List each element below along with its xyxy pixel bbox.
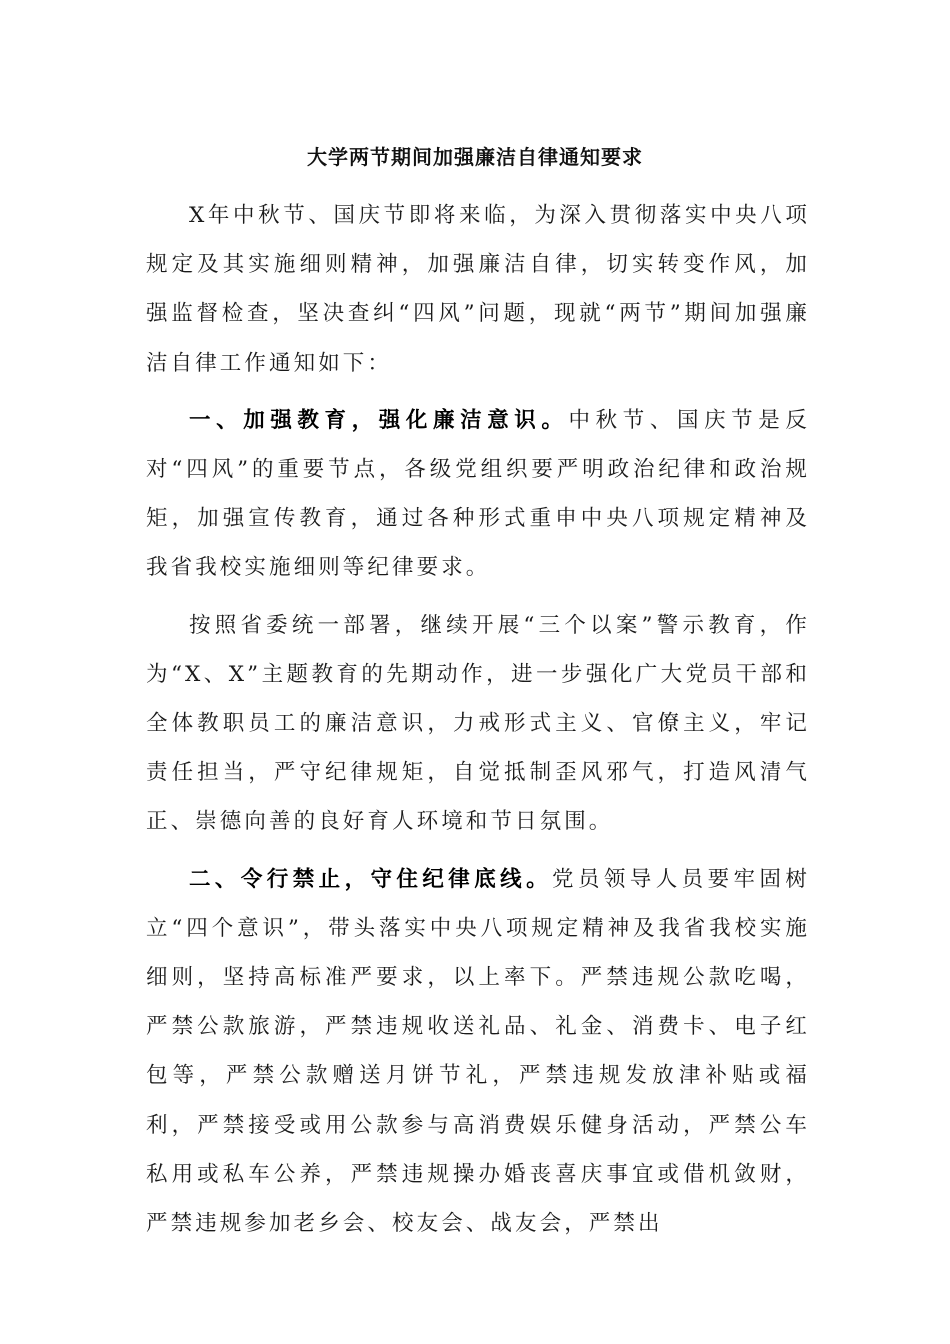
paragraph-intro <box>146 191 810 388</box>
paragraph-text: 中秋节、国庆节是反对“四风”的重要节点，各级党组织要严明政治纪律和政治规矩，加强宣传教育，通过各种形式重申中央八项规定精神及我省我校实施细则等纪律要求。 <box>146 407 811 581</box>
paragraph-lead: 二、令行禁止，守住纪律底线。 <box>189 866 553 892</box>
paragraph-text: 党员领导人员要牢固树立“四个意识”，带头落实中央八项规定精神及我省我校实施细则，坚持高标准严要求，以上率下。严禁违规公款吃喝，严禁公款旅游，严禁违规收送礼品、礼金、消费卡、电子红包等，严禁公款赠送月饼节礼，严禁违规发放津补贴或福利，严禁接受或用公款参与高消费娱乐健身活动，严禁公车私用或私车公养，严禁违规操办婚丧喜庆事宜或借机敛财，严禁违规参加老乡会、校友会、战友会，严禁出 <box>146 866 810 1237</box>
paragraph-section-two <box>146 855 810 1249</box>
paragraph-text: 按照省委统一部署，继续开展“三个以案”警示教育，作为“X、X”主题教育的先期动作，进一步强化广大党员干部和全体教职员工的廉洁意识，力戒形式主义、官僚主义，牢记责任担当，严守纪律规矩，自觉抵制歪风邪气，打造风清气正、崇德向善的良好育人环境和节日氛围。 <box>146 612 810 835</box>
document-body <box>146 191 810 1248</box>
paragraph-section-one-detail <box>146 601 810 847</box>
paragraph-text: X年中秋节、国庆节即将来临，为深入贯彻落实中央八项规定及其实施细则精神，加强廉洁自律，切实转变作风，加强监督检查，坚决查纠“四风”问题，现就“两节”期间加强廉洁自律工作通知如下： <box>146 203 810 376</box>
document-title: 大学两节期间加强廉洁自律通知要求 <box>307 145 643 169</box>
paragraph-lead: 一、加强教育，强化廉洁意识。 <box>189 407 569 433</box>
paragraph-section-one <box>146 396 810 593</box>
